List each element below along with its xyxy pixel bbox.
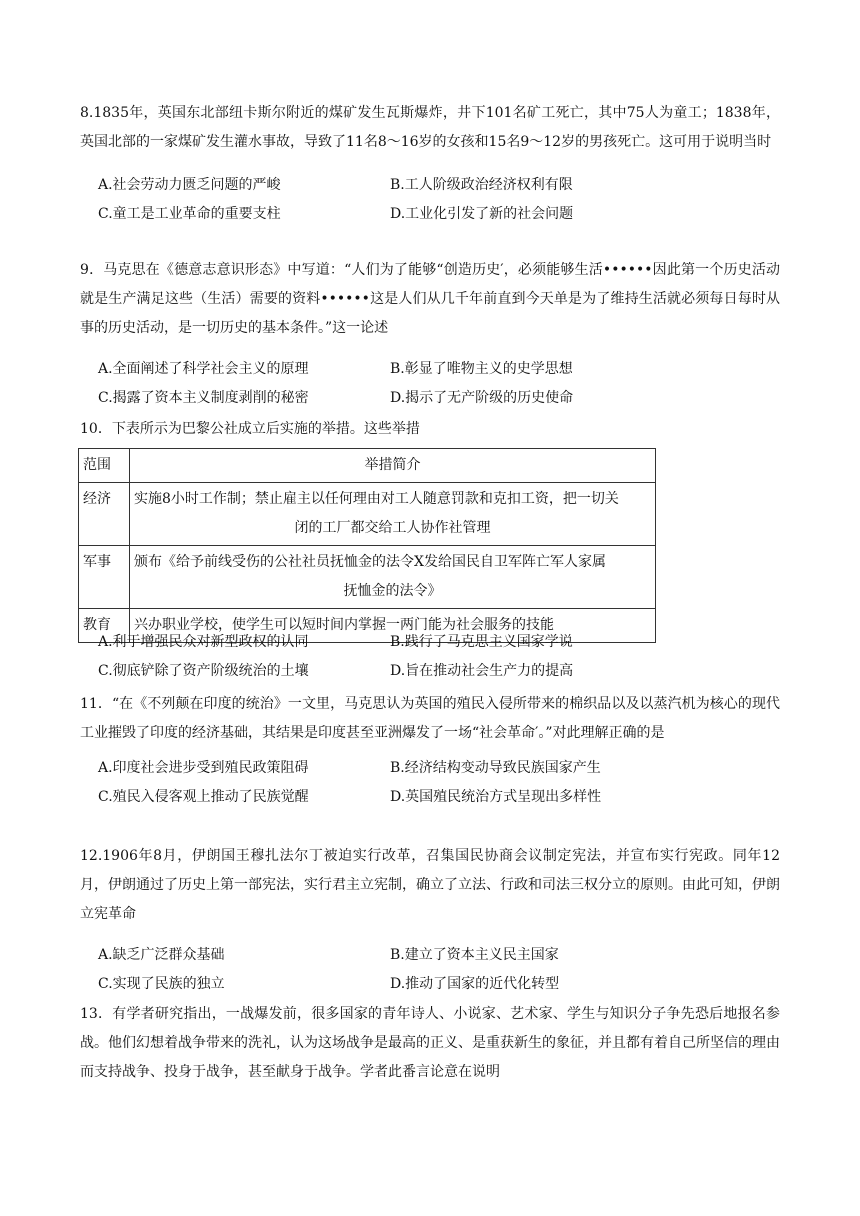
row-content-line: 实施8小时工作制；禁止雇主以任何理由对工人随意罚款和克扣工资，把一切关: [134, 491, 619, 507]
question-11: [80, 690, 780, 812]
option-a[interactable]: A.利于增强民众对新型政权的认同: [98, 634, 309, 650]
option-b[interactable]: B.经济结构变动导致民族国家产生: [390, 760, 601, 776]
option-c[interactable]: C.殖民入侵客观上推动了民族觉醒: [98, 789, 309, 805]
option-c[interactable]: C.揭露了资本主义制度剥削的秘密: [98, 390, 309, 406]
row-content-line: 抚恤金的法令》: [343, 583, 442, 599]
options: [80, 754, 780, 812]
option-d[interactable]: D.揭示了无产阶级的历史使命: [390, 390, 574, 406]
table-row: [79, 546, 656, 609]
row-content-line: 闭的工厂都交给工人协作社管理: [294, 520, 491, 536]
options: [80, 171, 780, 229]
row-content: [130, 546, 656, 609]
question-8: [80, 99, 780, 229]
row-label: 经济: [79, 483, 130, 546]
option-b[interactable]: B.彰显了唯物主义的史学思想: [390, 361, 573, 377]
question-10: [80, 415, 780, 444]
row-content: 兴办职业学校，使学生可以短时间内掌握一两门能为社会服务的技能: [130, 609, 656, 643]
option-a[interactable]: A.印度社会进步受到殖民政策阻碍: [98, 760, 309, 776]
measures-table: [78, 448, 656, 643]
option-b[interactable]: B.工人阶级政治经济权利有限: [390, 177, 573, 193]
table-header-cell: 范围: [79, 449, 130, 483]
question-9: [80, 256, 780, 413]
table-row: [79, 483, 656, 546]
row-content: [130, 483, 656, 546]
row-content-line: 颁布《给予前线受伤的公社社员抚恤金的法令X发给国民自卫军阵亡军人家属: [134, 554, 606, 570]
table-header-cell: 举措简介: [130, 449, 656, 483]
options: [80, 355, 780, 413]
question-text: 12.1906年8月，伊朗国王穆扎法尔丁被迫实行改革，召集国民协商会议制定宪法，并宣布实行宪政。同年12月，伊朗通过了历史上第一部宪法，实行君主立宪制，确立了立法、行政和司法三权分立的原则。由此可知，伊朗立宪革命: [80, 848, 780, 922]
question-10-options: [80, 628, 780, 686]
option-c[interactable]: C.实现了民族的独立: [98, 976, 225, 992]
question-text: 10．下表所示为巴黎公社成立后实施的举措。这些举措: [80, 421, 420, 437]
option-c[interactable]: C.童工是工业革命的重要支柱: [98, 206, 281, 222]
option-d[interactable]: D.工业化引发了新的社会问题: [390, 206, 574, 222]
option-b[interactable]: B.践行了马克思主义国家学说: [390, 634, 573, 650]
question-text: 8.1835年，英国东北部纽卡斯尔附近的煤矿发生瓦斯爆炸，井下101名矿工死亡，其中75人为童工；1838年，英国北部的一家煤矿发生灌水事故，导致了11名8～16岁的女孩和15名9～12岁的男孩死亡。这可用于说明当时: [80, 105, 780, 150]
option-d[interactable]: D.英国殖民统治方式呈现出多样性: [390, 789, 602, 805]
option-d[interactable]: D.推动了国家的近代化转型: [390, 976, 560, 992]
option-d[interactable]: D.旨在推动社会生产力的提高: [390, 663, 574, 679]
question-text: 11．“在《不列颠在印度的统治》一文里，马克思认为英国的殖民入侵所带来的棉织品以及以蒸汽机为核心的现代工业摧毁了印度的经济基础，其结果是印度甚至亚洲爆发了一场“社会革命′。”对此理解正确的是: [80, 696, 780, 741]
table-header-row: [79, 449, 656, 483]
row-label: 教育: [79, 609, 130, 643]
question-text: 13．有学者研究指出，一战爆发前，很多国家的青年诗人、小说家、艺术家、学生与知识分子争先恐后地报名参战。他们幻想着战争带来的洗礼，认为这场战争是最高的正义、是重获新生的象征，并且都有着自己所坚信的理由而支持战争、投身于战争，甚至献身于战争。学者此番言论意在说明: [80, 1006, 780, 1080]
option-a[interactable]: A.缺乏广泛群众基础: [98, 947, 225, 963]
question-13: [80, 1000, 780, 1087]
option-b[interactable]: B.建立了资本主义民主国家: [390, 947, 559, 963]
option-a[interactable]: A.全面阐述了科学社会主义的原理: [98, 361, 309, 377]
options: [80, 628, 780, 686]
options: [80, 941, 780, 999]
question-12: [80, 842, 780, 999]
row-label: 军事: [79, 546, 130, 609]
option-a[interactable]: A.社会劳动力匮乏问题的严峻: [98, 177, 281, 193]
option-c[interactable]: C.彻底铲除了资产阶级统治的土壤: [98, 663, 309, 679]
question-text: 9．马克思在《德意志意识形态》中写道：“人们为了能够“创造历史′，必须能够生活••••••因此第一个历史活动就是生产满足这些（生活）需要的资料••••••这是人们从几千年前直到今天单是为了维持生活就必须每日每时从事的历史活动，是一切历史的基本条件。”这一论述: [80, 262, 780, 336]
